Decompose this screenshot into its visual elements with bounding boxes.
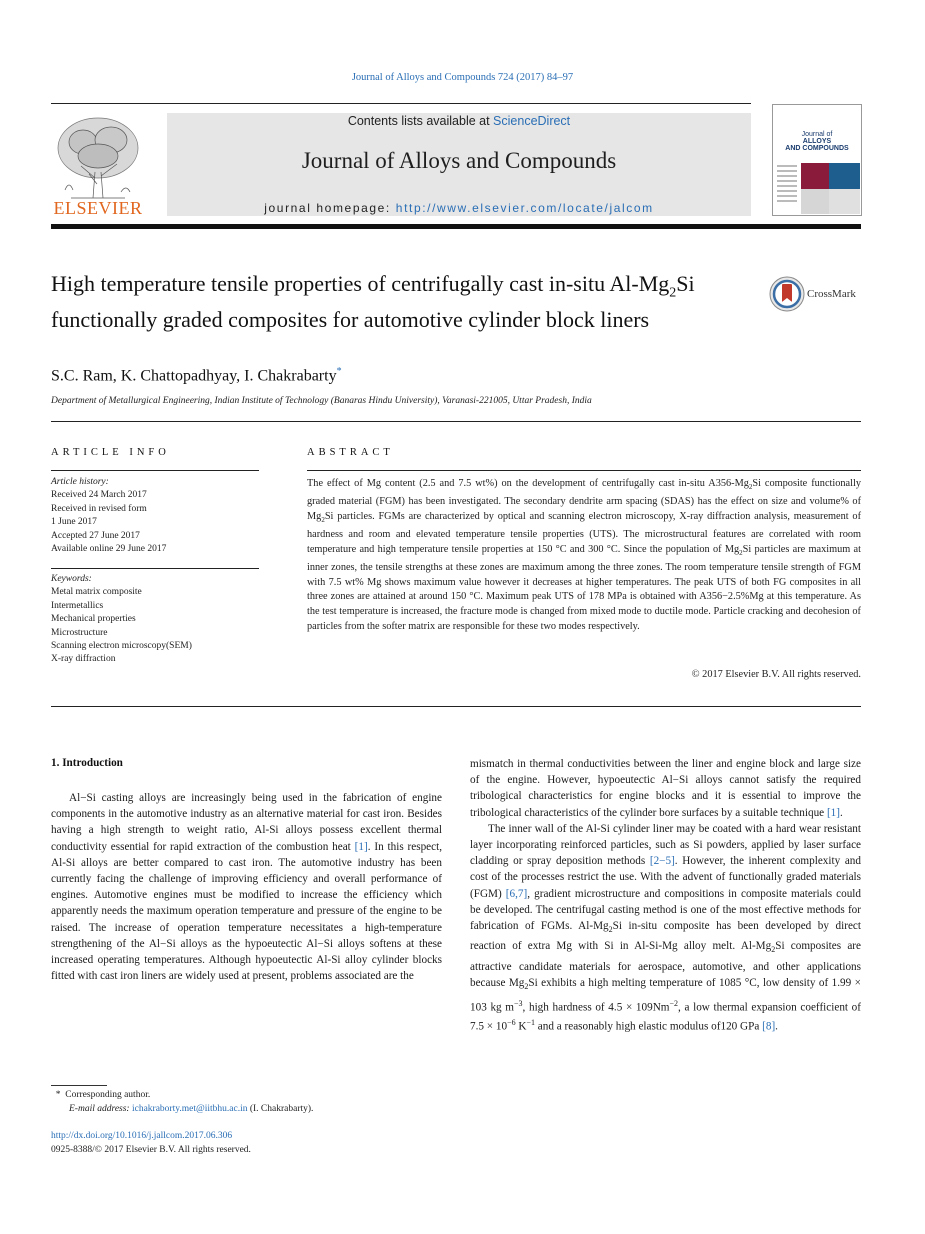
abstract-heading: ABSTRACT xyxy=(307,447,394,458)
history-item: 1 June 2017 xyxy=(51,517,97,528)
authors-text: S.C. Ram, K. Chattopadhyay, I. Chakrabarty xyxy=(51,367,337,385)
footnote-rule xyxy=(51,1085,107,1086)
cover-title-line3: AND COMPOUNDS xyxy=(785,145,849,152)
cover-color-block xyxy=(801,163,829,189)
contents-line xyxy=(167,114,751,128)
citation-ref[interactable]: [1] xyxy=(826,806,840,819)
history-item: Available online 29 June 2017 xyxy=(51,544,167,555)
cover-title-line2: ALLOYS xyxy=(802,138,832,145)
journal-cover-thumbnail[interactable] xyxy=(772,104,862,216)
header-bottom-rule xyxy=(51,224,861,229)
keyword-item: Mechanical properties xyxy=(51,614,136,625)
paragraph: Al−Si casting alloys are increasingly being used in the fabrication of engine components in the automotive industry as an alternative material for cast iron. Besides having a high strength to weight ratio, Al-Si alloys possess excellent thermal conductivity essential for rapid extraction of the combustion heat [1]. In this respect, Al-Si alloys are better compared to cast iron. The automotive industry has been currently facing the challenge of improving efficiency and overall performance of engines. Automotive engines must be modified to increase the efficiency which apparently needs the maximum operation temperature and pressure of the engine to be raised. The increase of operation temperature necessitates a high-temperature strengthening of the Al−Si alloys as the hypoeutectic Al−Si alloys softens at these increased operating temperatures. Although hypoeutectic Al-Si alloy cylinder blocks fitted with cast iron liners are widely used at present, problems associated are the xyxy=(51,792,442,983)
article-info-heading: ARTICLE INFO xyxy=(51,447,170,458)
email-link[interactable]: ichakraborty.met@iitbhu.ac.in xyxy=(131,1103,248,1114)
history-item: Received in revised form xyxy=(51,503,147,514)
keyword-item: Scanning electron microscopy(SEM) xyxy=(51,641,192,652)
citation-ref[interactable]: [6,7] xyxy=(505,887,528,900)
keyword-item: X-ray diffraction xyxy=(51,654,116,665)
title-text: Si functionally graded composites for automotive cylinder block liners xyxy=(51,271,695,333)
cover-color-block xyxy=(829,163,860,189)
article-history xyxy=(51,476,261,556)
keyword-item: Metal matrix composite xyxy=(51,587,142,598)
footnote xyxy=(51,1089,431,1116)
homepage-line xyxy=(167,201,751,215)
footnote-corresponding: * Corresponding author. xyxy=(55,1090,151,1100)
keyword-item: Microstructure xyxy=(51,627,108,638)
keyword-item: Intermetallics xyxy=(51,600,104,611)
doi-link[interactable]: http://dx.doi.org/10.1016/j.jallcom.2017.06.306 xyxy=(51,1131,233,1141)
crossmark-badge[interactable] xyxy=(769,276,865,316)
crossmark-label: CrossMark xyxy=(807,288,856,300)
abstract-text: The effect of Mg content (2.5 and 7.5 wt%) on the development of centrifugally cast in-situ $A356-Mg_2Si$ composite functionally graded material (FGM) has been investigated. The secondary dendrite arm spacing (SDAS) has the effect on size and volume% of $Mg_2Si$ particles. FGMs are characterized by optical and scanning electron microscopy, X-ray diffraction analysis, measurement of hardness and room and elevated temperature tensile properties (UTS). The microstructural features are correlated with room temperature and high temperature tensile properties at 150 °C and 300 °C. Since the population of $Mg_2Si$ particles are maximum at inner zones, the tensile strengths at these zones are maximum among the three zones. The room temperature tensile strength of FGM with 7.5 wt% Mg shows maximum value however it decreases at higher temperatures. The peak UTS of both FG composites in all three zones are attained at around 150 °C. Maximum peak UTS of 178 MPa is obtained with A356−2.5%Mg at this temperature. As the test temperature is increased, the fracture mode is changed from mixed mode to ductile mode. Particle cracking and decohesion of particles from the softer matrix are responsible for these two modes respectively. xyxy=(307,478,861,633)
divider xyxy=(51,470,259,471)
history-item: Accepted 27 June 2017 xyxy=(51,530,140,541)
elsevier-wordmark: ELSEVIER xyxy=(53,198,143,218)
keywords-label: Keywords: xyxy=(51,574,92,584)
sciencedirect-link[interactable]: ScienceDirect xyxy=(493,114,571,128)
article-title xyxy=(51,270,741,333)
paragraph: mismatch in thermal conductivities between the liner and engine block and large size of the engine. However, hypoeutectic Al−Si alloys cannot satisfy the required tribological characteristics for engine blocks and it is essential to improve the tribological characteristics of the cylinder bore surfaces by a suitable technique [1]. xyxy=(470,758,861,819)
author-list xyxy=(51,366,342,385)
cover-color-block xyxy=(801,189,829,214)
title-text: High temperature tensile properties of centrifugally cast in-situ Al-Mg xyxy=(51,271,670,296)
cover-text-lines xyxy=(777,165,797,205)
homepage-prefix: journal homepage: xyxy=(264,201,396,215)
title-subscript: 2 xyxy=(669,285,677,301)
body-column-left xyxy=(51,790,442,984)
affiliation: Department of Metallurgical Engineering, Indian Institute of Technology (Banaras Hindu University), Varanasi-221005, Uttar Pradesh, India xyxy=(51,396,592,406)
corresponding-mark[interactable]: * xyxy=(336,366,342,377)
crossmark-icon xyxy=(769,276,805,312)
divider xyxy=(51,568,259,569)
header-top-rule xyxy=(51,103,751,104)
history-item: Received 24 March 2017 xyxy=(51,490,147,501)
cover-color-block xyxy=(829,189,860,214)
contents-prefix: Contents lists available at xyxy=(347,114,494,128)
cover-title xyxy=(773,131,861,152)
citation-ref[interactable]: [2−5] xyxy=(649,855,675,868)
divider xyxy=(51,706,861,707)
history-label: Article history: xyxy=(51,477,109,487)
homepage-link[interactable]: http://www.elsevier.com/locate/jalcom xyxy=(395,201,654,215)
journal-name: Journal of Alloys and Compounds xyxy=(301,148,617,173)
journal-citation[interactable]: Journal of Alloys and Compounds 724 (2017) 84–97 xyxy=(351,72,574,83)
section-heading-introduction: 1. Introduction xyxy=(51,757,123,769)
citation-ref[interactable]: [8] xyxy=(762,1021,776,1034)
cover-title-line1: Journal of xyxy=(801,131,833,138)
issn-copyright: 0925-8388/© 2017 Elsevier B.V. All rights reserved. xyxy=(51,1145,251,1155)
abstract-copyright: © 2017 Elsevier B.V. All rights reserved. xyxy=(691,669,861,680)
divider xyxy=(51,421,861,422)
footnote-email: E-mail address: ichakraborty.met@iitbhu.ac.in (I. Chakrabarty). xyxy=(69,1103,314,1114)
divider xyxy=(307,470,861,471)
paragraph: The inner wall of the Al-Si cylinder liner may be coated with a hard wear resistant layer incorporating reinforced particles, such as Si powders, applied by laser surface cladding or spray deposition methods [2−5]. However, the inherent complexity and cost of the processes restrict the use. With the advent of functionally graded materials (FGM) [6,7], gradient microstructure and compositions in composite materials could be developed. The centrifugal casting method is one of the most effective methods for fabrication of FGMs. $Al-Mg_2Si$ in-situ composite has been developed by direct reaction of extra Mg with Si in Al-Si-Mg alloy melt. $Al-Mg_2Si$ composites are attractive candidate materials for aerospace, automotive, and other applications because $Mg_2Si$ exhibits a high melting temperature of 1085 °C, low density of 1.99 × 103 kg $m^{-3}$, high hardness of $4.5 \times 109Nm^{-2}$, a low thermal expansion coefficient of $7.5 \times 10^{-6}$ $K^{-1}$ and a reasonably high elastic modulus of120 GPa [8]. xyxy=(470,822,861,1034)
keywords xyxy=(51,573,261,667)
citation-ref[interactable]: [1] xyxy=(354,840,368,853)
body-column-right xyxy=(470,756,861,1035)
